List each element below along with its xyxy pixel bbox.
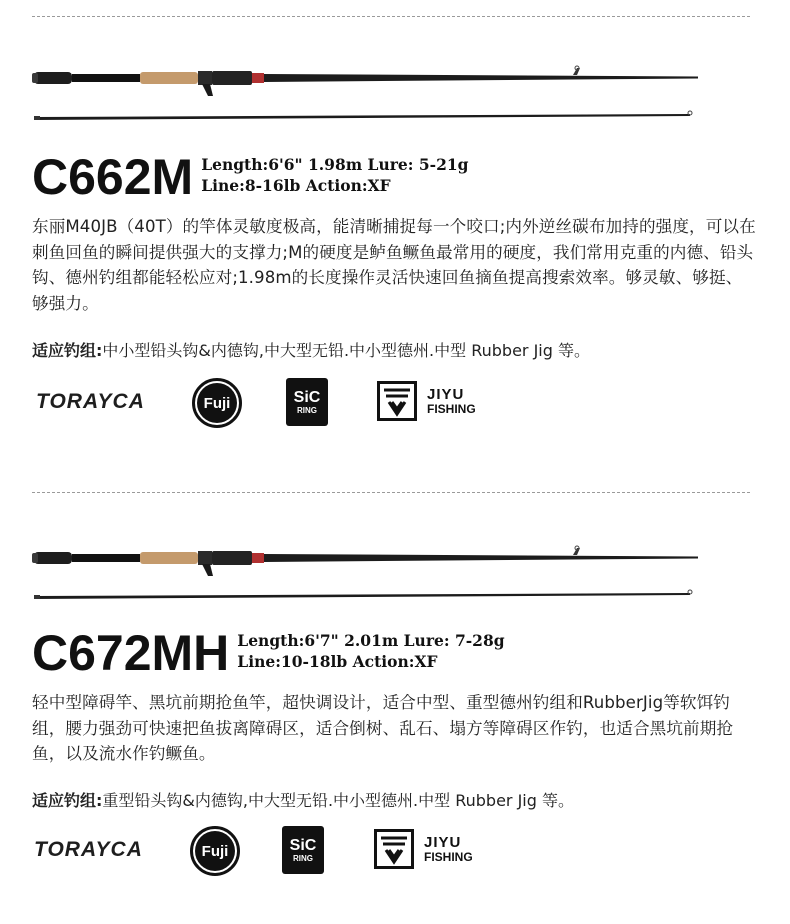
jiyu-fishing-text — [424, 835, 473, 864]
model-header — [32, 149, 469, 205]
model-name: C672MH — [32, 625, 230, 681]
fishing-rod-image — [30, 542, 710, 606]
suitable-rigs-text: 中小型铅头钩&内德钩,中大型无铅.中小型德州.中型 Rubber Jig 等。 — [102, 341, 590, 360]
section-divider — [32, 492, 750, 493]
sic-text: SiC — [293, 388, 321, 406]
product-description: 轻中型障碍竿、黑坑前期抢鱼竿，超快调设计，适合中型、重型德州钓组和RubberJig等软饵钓组，腰力强劲可快速把鱼拔离障碍区，适合倒树、乱石、塌方等障碍区作钓，也适合黑坑前期抢鱼，以及流水作钓鳜鱼。 — [32, 693, 734, 763]
model-name: C662M — [32, 149, 194, 205]
model-specs — [237, 630, 504, 672]
ring-text: RING — [293, 853, 313, 863]
model-header — [32, 625, 505, 681]
spec-line-length: Length:6'6" 1.98m Lure: 5-21g — [201, 155, 469, 174]
ring-text: RING — [297, 405, 317, 415]
spec-line-line: Line:8-16lb Action:XF — [201, 176, 391, 195]
suitable-rigs — [32, 338, 590, 361]
sic-ring-logo — [286, 378, 328, 426]
fuji-guides-logo — [192, 378, 242, 428]
jiyu-text: JIYU — [424, 834, 462, 851]
fishing-text: FISHING — [424, 850, 473, 864]
suitable-rigs-label: 适应钓组: — [32, 791, 103, 810]
suitable-rigs-text: 重型铅头钩&内德钩,中大型无铅.中小型德州.中型 Rubber Jig 等。 — [102, 791, 574, 810]
jiyu-fishing-text — [427, 387, 476, 416]
jiyu-fishing-icon — [374, 829, 414, 869]
suitable-rigs-label: 适应钓组: — [32, 341, 103, 360]
brand-logos-row — [32, 376, 532, 428]
fishing-text: FISHING — [427, 402, 476, 416]
fishing-rod-image — [30, 62, 710, 126]
fuji-center-text: Fuji — [195, 831, 235, 871]
spec-line-length: Length:6'7" 2.01m Lure: 7-28g — [237, 631, 505, 650]
fuji-guides-logo — [190, 826, 240, 876]
model-specs — [201, 154, 468, 196]
spec-line-line: Line:10-18lb Action:XF — [237, 652, 438, 671]
product-section-c672mh — [0, 470, 790, 924]
product-description: 东丽M40JB（40T）的竿体灵敏度极高，能清晰捕捉每一个咬口;内外逆丝碳布加持的强度，可以在刺鱼回鱼的瞬间提供强大的支撑力;M的硬度是鲈鱼鳜鱼最常用的硬度，我们常用克重的内德、铅头钩、德州钓组都能轻松应对;1.98m的长度操作灵活快速回鱼摘鱼提高搜索效率。够灵敏、够挺、够强力。 — [32, 217, 756, 313]
sic-ring-logo — [282, 826, 324, 874]
section-divider — [32, 16, 750, 17]
torayca-logo: TORAYCA — [36, 390, 145, 413]
torayca-logo: TORAYCA — [34, 838, 143, 861]
jiyu-fishing-icon — [377, 381, 417, 421]
jiyu-text: JIYU — [427, 386, 465, 403]
suitable-rigs — [32, 788, 574, 811]
fuji-center-text: Fuji — [197, 383, 237, 423]
brand-logos-row — [32, 824, 532, 876]
sic-text: SiC — [289, 836, 317, 854]
